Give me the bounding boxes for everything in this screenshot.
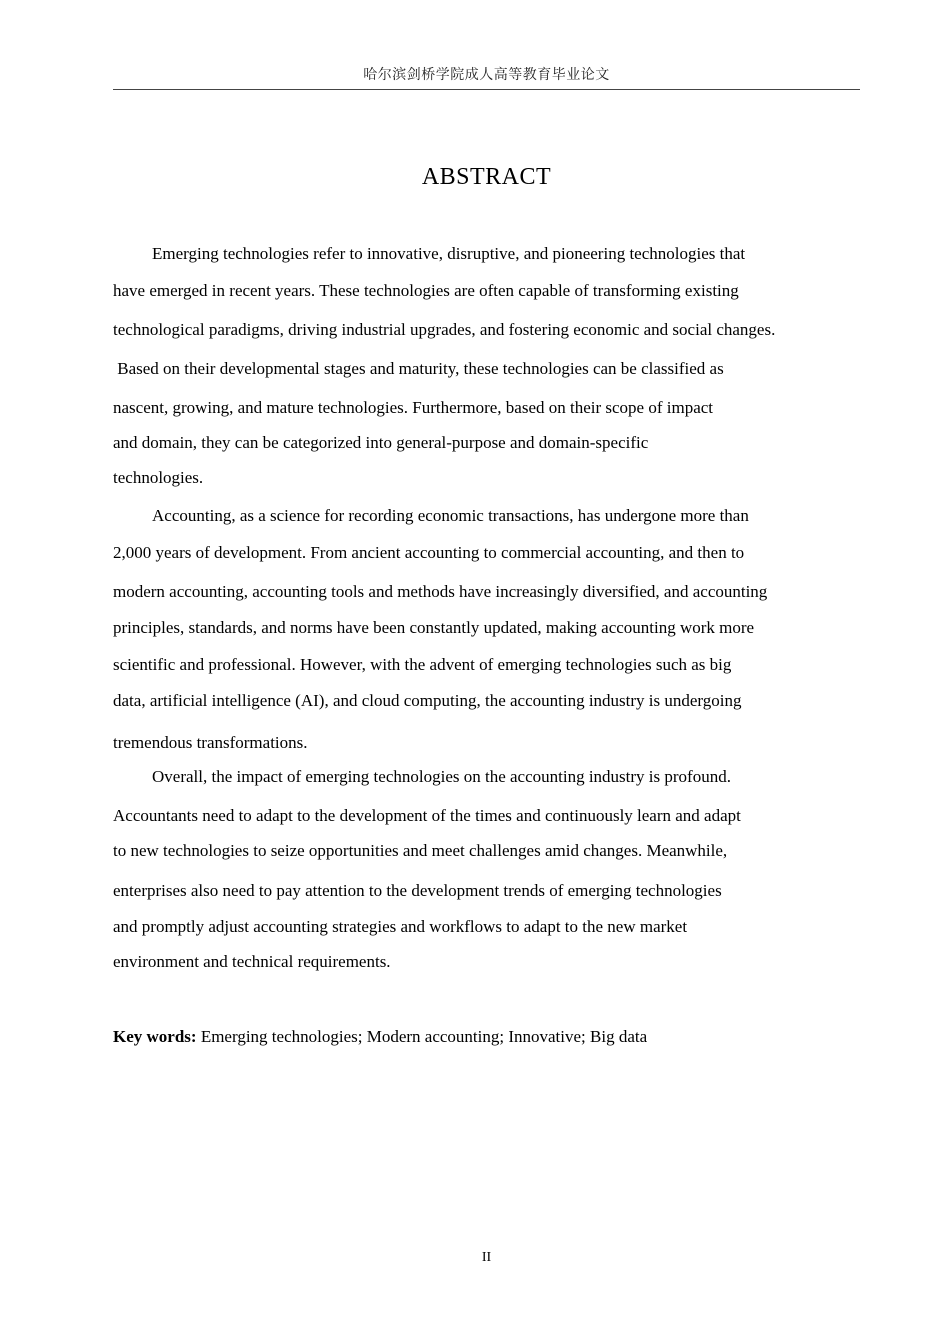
header-divider	[113, 89, 860, 90]
abstract-p1-line-4: Based on their developmental stages and maturity, these technologies can be classified as	[113, 359, 724, 378]
abstract-p3-line-6: environment and technical requirements.	[113, 952, 391, 971]
abstract-title: ABSTRACT	[421, 164, 552, 190]
abstract-p1-line-5: nascent, growing, and mature technologies. Furthermore, based on their scope of impact	[113, 398, 714, 417]
abstract-p1-line-7: technologies.	[113, 468, 204, 487]
keywords-label: Key words:	[113, 1027, 197, 1046]
abstract-p1-line-1: Emerging technologies refer to innovative, disruptive, and pioneering technologies that	[152, 244, 746, 263]
abstract-p3-line-2: Accountants need to adapt to the development of the times and continuously learn and adapt	[113, 806, 741, 825]
abstract-p3-line-3: to new technologies to seize opportunities and meet challenges amid changes. Meanwhile,	[113, 841, 728, 860]
abstract-p3-line-1: Overall, the impact of emerging technologies on the accounting industry is profound.	[152, 767, 731, 786]
keywords-line	[113, 1026, 647, 1048]
abstract-p2-line-6: data, artificial intelligence (AI), and cloud computing, the accounting industry is undergoing	[113, 691, 742, 710]
abstract-p2-line-3: modern accounting, accounting tools and methods have increasingly diversified, and accounting	[113, 582, 768, 601]
keywords-text: Emerging technologies; Modern accounting; Innovative; Big data	[196, 1027, 648, 1046]
page-header: 哈尔滨剑桥学院成人高等教育毕业论文	[363, 68, 610, 83]
abstract-p2-line-5: scientific and professional. However, with the advent of emerging technologies such as big	[113, 655, 732, 674]
abstract-p3-line-4: enterprises also need to pay attention to the development trends of emerging technologies	[113, 881, 722, 900]
abstract-p3-line-5: and promptly adjust accounting strategies and workflows to adapt to the new market	[113, 917, 688, 936]
abstract-p2-line-2: 2,000 years of development. From ancient accounting to commercial accounting, and then to	[113, 543, 745, 562]
abstract-p2-line-7: tremendous transformations.	[113, 733, 308, 752]
abstract-p1-line-6: and domain, they can be categorized into general-purpose and domain-specific	[113, 433, 649, 452]
page-number: II	[481, 1250, 492, 1265]
abstract-p1-line-2: have emerged in recent years. These technologies are often capable of transforming existing	[113, 281, 739, 300]
abstract-p1-line-3: technological paradigms, driving industrial upgrades, and fostering economic and social changes.	[113, 320, 776, 339]
abstract-p2-line-4: principles, standards, and norms have been constantly updated, making accounting work more	[113, 618, 755, 637]
abstract-p2-line-1: Accounting, as a science for recording economic transactions, has undergone more than	[152, 506, 749, 525]
